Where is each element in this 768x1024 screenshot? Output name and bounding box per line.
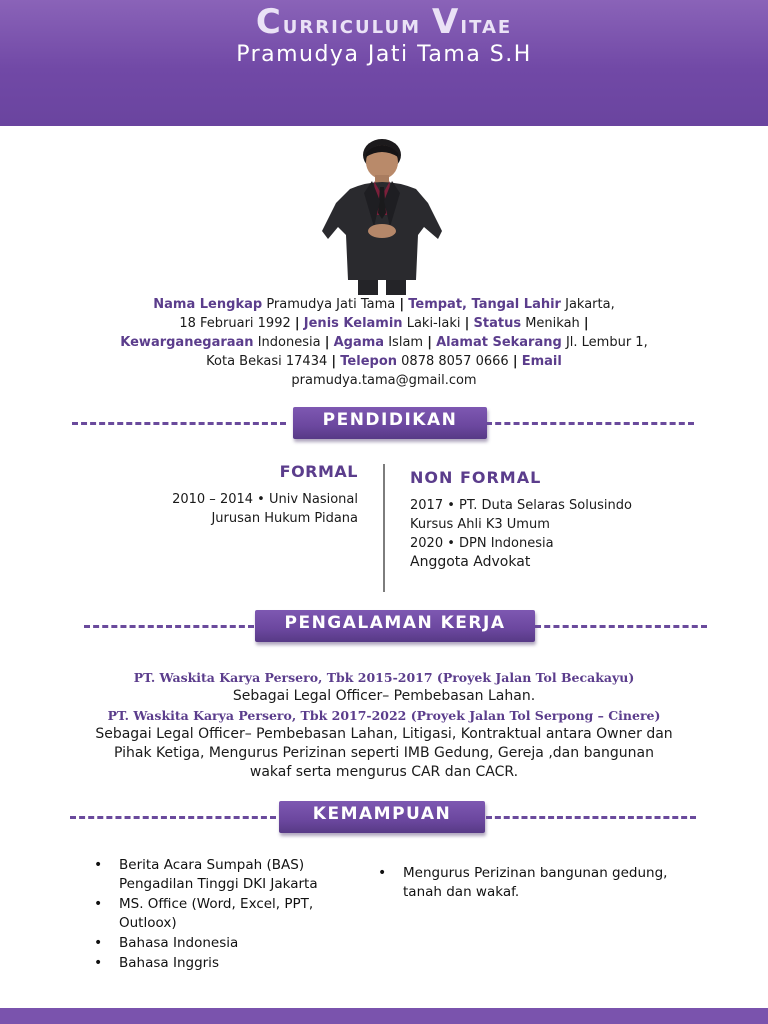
nonformal-line: 2020 • DPN Indonesia xyxy=(410,536,554,551)
formal-education xyxy=(130,490,358,528)
skill-item: • Bahasa Inggris xyxy=(94,954,354,973)
separator: | xyxy=(399,297,405,312)
personal-info xyxy=(104,295,664,390)
nonformal-line: Kursus Ahli K3 Umum xyxy=(410,517,550,532)
job-company: PT. Waskita Karya Persero, Tbk 2015-2017 (Proyek Jalan Tol Becakayu) xyxy=(133,670,635,685)
divider-dashed-right xyxy=(535,625,707,628)
info-line-4 xyxy=(104,352,664,371)
section-banner-education: PENDIDIKAN xyxy=(293,407,487,439)
separator: | xyxy=(464,316,470,331)
divider-dashed-right xyxy=(486,816,696,819)
phone-label: Telepon xyxy=(340,354,398,369)
job-description: wakaf serta mengurus CAR dan CACR. xyxy=(249,764,519,780)
birth-date-value: 18 Februari 1992 xyxy=(179,316,291,331)
nonformal-line: 2017 • PT. Duta Selaras Solusindo xyxy=(410,498,632,513)
separator: | xyxy=(583,316,589,331)
header-banner xyxy=(0,0,768,126)
footer-bar xyxy=(0,1008,768,1024)
person-name: Pramudya Jati Tama S.H xyxy=(236,42,532,67)
separator: | xyxy=(331,354,337,369)
address-value-2: Kota Bekasi 17434 xyxy=(206,354,328,369)
skill-item: • Bahasa Indonesia xyxy=(94,934,354,953)
religion-label: Agama xyxy=(333,335,385,350)
separator: | xyxy=(324,335,330,350)
job-description: Sebagai Legal Officer– Pembebasan Lahan, Litigasi, Kontraktual antara Owner dan xyxy=(95,726,673,742)
info-line-5 xyxy=(104,371,664,390)
nonformal-line: Anggota Advokat xyxy=(410,554,531,570)
email-label: Email xyxy=(521,354,562,369)
nationality-value: Indonesia xyxy=(257,335,321,350)
separator: | xyxy=(427,335,432,350)
birth-place-value: Jakarta, xyxy=(565,297,615,312)
divider-dashed-left xyxy=(84,625,254,628)
profile-photo xyxy=(312,135,454,295)
name-value: Pramudya Jati Tama xyxy=(266,297,396,312)
skills-list-right xyxy=(378,864,698,903)
separator: | xyxy=(512,354,518,369)
title-part-2: itae xyxy=(460,10,513,40)
skills-list-left xyxy=(94,856,354,974)
nonformal-heading: NON FORMAL xyxy=(410,468,542,487)
birth-label: Tempat, Tangal Lahir xyxy=(408,297,561,312)
gender-label: Jenis Kelamin xyxy=(303,316,403,331)
skill-item: • MS. Office (Word, Excel, PPT, Outloox) xyxy=(94,895,354,933)
title-initial-v: V xyxy=(432,2,461,42)
gender-value: Laki-laki xyxy=(406,316,461,331)
divider-dashed-left xyxy=(70,816,276,819)
info-line-2 xyxy=(104,314,664,333)
info-line-3 xyxy=(104,333,664,352)
work-experience xyxy=(80,668,688,782)
address-value-1: Jl. Lembur 1, xyxy=(565,335,648,350)
email-value: pramudya.tama@gmail.com xyxy=(291,373,477,388)
address-label: Alamat Sekarang xyxy=(436,335,562,350)
title-part-1: urriculum xyxy=(282,10,433,40)
status-value: Menikah xyxy=(525,316,580,331)
cv-title xyxy=(0,2,768,42)
divider-dashed-right xyxy=(486,422,694,425)
job-description: Pihak Ketiga, Mengurus Perizinan seperti IMB Gedung, Gereja ,dan bangunan xyxy=(113,745,655,761)
title-initial-c: C xyxy=(255,2,283,42)
status-label: Status xyxy=(473,316,522,331)
divider-dashed-left xyxy=(72,422,286,425)
religion-value: Islam xyxy=(388,335,424,350)
section-banner-experience: PENGALAMAN KERJA xyxy=(255,610,535,642)
info-line-1 xyxy=(104,295,664,314)
skill-item: • Mengurus Perizinan bangunan gedung, tanah dan wakaf. xyxy=(378,864,698,902)
formal-line: 2010 – 2014 • Univ Nasional xyxy=(172,492,358,507)
section-banner-skills: KEMAMPUAN xyxy=(279,801,485,833)
separator: | xyxy=(294,316,300,331)
name-label: Nama Lengkap xyxy=(153,297,263,312)
job-company: PT. Waskita Karya Persero, Tbk 2017-2022 (Proyek Jalan Tol Serpong – Cinere) xyxy=(107,708,661,723)
job-description: Sebagai Legal Officer– Pembebasan Lahan. xyxy=(232,688,536,704)
formal-heading: FORMAL xyxy=(279,462,358,481)
phone-value: 0878 8057 0666 xyxy=(401,354,509,369)
education-divider xyxy=(383,464,385,592)
skill-item: • Berita Acara Sumpah (BAS) Pengadilan Tinggi DKI Jakarta xyxy=(94,856,354,894)
formal-line: Jurusan Hukum Pidana xyxy=(211,511,358,526)
nonformal-education xyxy=(410,496,710,572)
nationality-label: Kewarganegaraan xyxy=(120,335,254,350)
